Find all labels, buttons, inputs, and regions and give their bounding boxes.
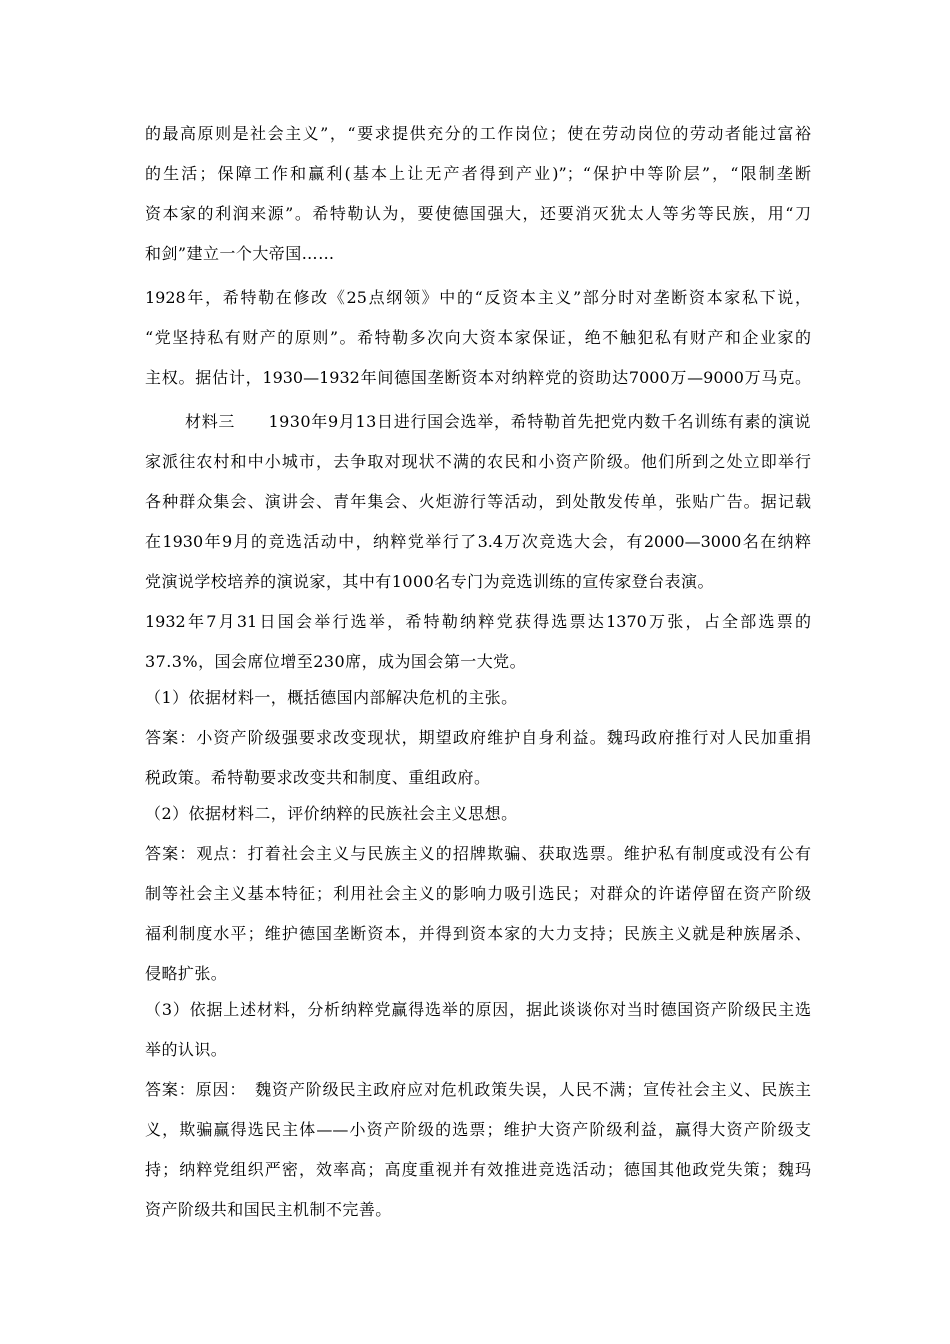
answer-2-line-4: 侵略扩张。 [145,964,228,983]
material-two-1928-line-3: 主权。据估计，1930—1932年间德国垄断资本对纳粹党的资助达7000万—9000万马克。 [145,368,811,387]
material-three-line-4: 在1930年9月的竞选活动中，纳粹党举行了3.4万次竞选大会，有2000—3000名在纳粹 [145,532,811,551]
answer-1-line-2: 税政策。希特勒要求改变共和制度、重组政府。 [145,768,491,787]
material-three-line-2: 家派往农村和中小城市，去争取对现状不满的农民和小资产阶级。他们所到之处立即举行 [145,452,811,471]
answer-2-line-2: 制等社会主义基本特征；利用社会主义的影响力吸引选民；对群众的许诺停留在资产阶级 [145,884,811,903]
answer-3-line-3: 持；纳粹党组织严密，效率高；高度重视并有效推进竞选活动；德国其他政党失策；魏玛 [145,1160,811,1179]
material-two-1928-line-1: 1928年，希特勒在修改《25点纲领》中的“反资本主义”部分时对垄断资本家私下说， [145,288,811,307]
answer-2-line-1: 答案：观点：打着社会主义与民族主义的招牌欺骗、获取选票。维护私有制度或没有公有 [145,844,811,863]
material-two-line-3: 资本家的利润来源”。希特勒认为，要使德国强大，还要消灭犹太人等劣等民族，用“刀 [145,204,811,223]
question-3-line-1: （3）依据上述材料，分析纳粹党赢得选举的原因，据此谈谈你对当时德国资产阶级民主选 [145,1000,811,1019]
material-three-1932-line-1: 1932年7月31日国会举行选举，希特勒纳粹党获得选票达1370万张，占全部选票的 [145,612,811,631]
material-three-line-1: 材料三 1930年9月13日进行国会选举，希特勒首先把党内数千名训练有素的演说 [185,412,811,431]
material-two-line-2: 的生活；保障工作和赢利(基本上让无产者得到产业)”；“保护中等阶层”，“限制垄断 [145,164,811,183]
material-three-1932-line-2: 37.3%，国会席位增至230席，成为国会第一大党。 [145,652,527,671]
answer-3-line-2: 义，欺骗赢得选民主体——小资产阶级的选票；维护大资产阶级利益，赢得大资产阶级支 [145,1120,811,1139]
answer-3-line-1: 答案：原因： 魏资产阶级民主政府应对危机政策失误，人民不满；宣传社会主义、民族主 [145,1080,811,1099]
question-3-line-2: 举的认识。 [145,1040,228,1059]
material-two-line-4: 和剑”建立一个大帝国…… [145,244,335,263]
material-two-line-1: 的最高原则是社会主义”，“要求提供充分的工作岗位；使在劳动岗位的劳动者能过富裕 [145,124,811,143]
material-three-line-5: 党演说学校培养的演说家，其中有1000名专门为竞选训练的宣传家登台表演。 [145,572,714,591]
answer-3-line-4: 资产阶级共和国民主机制不完善。 [145,1200,392,1219]
material-two-1928-line-2: “党坚持私有财产的原则”。希特勒多次向大资本家保证，绝不触犯私有财产和企业家的 [145,328,811,347]
answer-1-line-1: 答案：小资产阶级强要求改变现状，期望政府维护自身利益。魏玛政府推行对人民加重捐 [145,728,811,747]
question-2: （2）依据材料二，评价纳粹的民族社会主义思想。 [145,804,518,823]
answer-2-line-3: 福利制度水平；维护德国垄断资本，并得到资本家的大力支持；民族主义就是种族屠杀、 [145,924,811,943]
material-three-line-3: 各种群众集会、演讲会、青年集会、火炬游行等活动，到处散发传单，张贴广告。据记载 [145,492,811,511]
question-1: （1）依据材料一，概括德国内部解决危机的主张。 [145,688,518,707]
